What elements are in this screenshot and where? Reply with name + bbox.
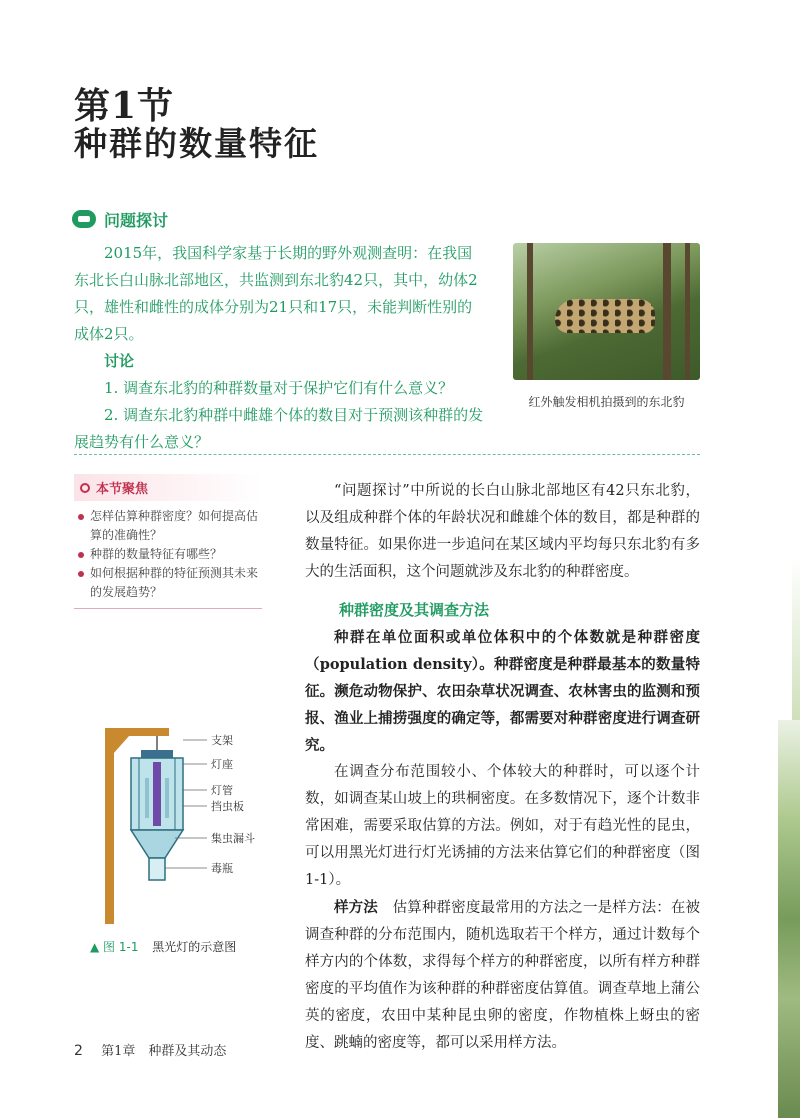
discussion-label: 问题探讨 <box>104 210 169 230</box>
section-divider <box>74 454 700 455</box>
focus-header <box>74 474 262 501</box>
label-funnel: 集虫漏斗 <box>211 832 255 845</box>
label-baffle: 挡虫板 <box>211 800 244 813</box>
figure-caption-text: 黑光灯的示意图 <box>152 940 237 954</box>
baffle-plate <box>145 778 149 818</box>
edge-decoration <box>778 720 800 1118</box>
chapter-title: 第1章 种群及其动态 <box>101 1044 227 1059</box>
discussion-question-1: 1. 调查东北豹的种群数量对于保护它们有什么意义？ <box>104 379 454 397</box>
section-number: 第1节 <box>74 85 175 127</box>
main-text <box>305 624 700 1057</box>
collecting-funnel <box>131 830 183 858</box>
section-title: 种群的数量特征 <box>74 124 319 163</box>
poison-bottle <box>149 858 165 880</box>
lamp-tube <box>153 762 161 826</box>
intro-paragraph <box>305 478 700 586</box>
focus-title: 本节聚焦 <box>96 482 149 497</box>
body-paragraph-4 <box>305 894 700 1057</box>
body-paragraph-2: 种群在单位面积或单位体积中的个体数就是种群密度（population density）。种群密度是种群最基本的数量特征。濒危动物保护、农田杂草状况调查、农林害虫的监测和预报、渔业上捕捞强度的确定等，都需要对种群密度进行调查研究。 <box>305 629 700 754</box>
focus-item: 种群的数量特征有哪些？ <box>74 545 262 564</box>
method-description: 估算种群密度最常用的方法之一是样方法：在被调查种群的分布范围内，随机选取若干个样方，通过计数每个样方内的个体数，求得每个样方的种群密度，以所有样方种群密度的平均值作为该种群的种群密度估算值。调查草地上蒲公英的密度，农田中某种昆虫卵的密度，作物植株上蚜虫的密度、跳蝻的密度等，都可以采用样方法。 <box>305 900 701 1051</box>
discussion-subhead: 讨论 <box>104 352 135 370</box>
stand-arm <box>105 728 169 736</box>
subsection-heading: 种群密度及其调查方法 <box>339 601 490 619</box>
stand-pole <box>105 728 114 924</box>
lamp-holder <box>141 750 173 758</box>
chat-bubble-icon <box>72 210 96 228</box>
label-lamp-holder: 灯座 <box>211 758 233 771</box>
discussion-paragraph: 2015年，我国科学家基于长期的野外观测查明：在我国东北长白山脉北部地区，共监测到东北豹42只，其中，幼体2只，雄性和雌性的成体分别为21只和17只，未能判断性别的成体2只。 <box>74 244 478 343</box>
focus-rule <box>74 608 262 609</box>
body-paragraph-1: “问题探讨”中所说的长白山脉北部地区有42只东北豹，以及组成种群个体的年龄状况和雌雄个体的数目，都是种群的数量特征。如果你进一步追问在某区域内平均每只东北豹有多大的生活面积，这个问题就涉及东北豹的种群密度。 <box>305 483 700 580</box>
discussion-question-2: 2. 调查东北豹种群中雌雄个体的数目对于预测该种群的发展趋势有什么意义？ <box>74 406 484 451</box>
tree-trunk <box>685 243 690 380</box>
page-footer <box>74 1040 226 1059</box>
focus-item: 怎样估算种群密度？如何提高估算的准确性？ <box>74 507 262 545</box>
light-trap-illustration <box>95 718 255 928</box>
figure-id: ▲ 图 1-1 <box>90 940 139 954</box>
target-icon <box>80 483 90 493</box>
label-stand: 支架 <box>211 734 233 747</box>
tree-trunk <box>527 243 533 380</box>
label-poison-bottle: 毒瓶 <box>211 862 233 875</box>
discussion-header <box>72 208 168 230</box>
method-term: 样方法 <box>334 899 378 916</box>
baffle-plate <box>165 778 169 818</box>
photo-caption: 红外触发相机拍摄到的东北豹 <box>528 395 685 409</box>
figure-caption <box>90 938 236 955</box>
focus-item: 如何根据种群的特征预测其未来的发展趋势？ <box>74 564 262 602</box>
tree-trunk <box>663 243 671 380</box>
light-trap-diagram <box>95 718 255 928</box>
stand-brace <box>113 736 129 754</box>
discussion-text <box>74 240 486 456</box>
label-lamp-tube: 灯管 <box>211 784 233 797</box>
focus-list <box>74 507 262 602</box>
focus-box <box>74 474 262 609</box>
leopard-figure <box>555 299 655 333</box>
leopard-photo <box>513 243 700 380</box>
edge-decoration-top <box>792 560 800 720</box>
body-paragraph-3: 在调查分布范围较小、个体较大的种群时，可以逐个计数，如调查某山坡上的珙桐密度。在多数情况下，逐个计数非常困难，需要采取估算的方法。例如，对于有趋光性的昆虫，可以用黑光灯进行灯光诱捕的方法来估算它们的种群密度（图1-1）。 <box>305 764 700 888</box>
page-number: 2 <box>74 1043 83 1059</box>
